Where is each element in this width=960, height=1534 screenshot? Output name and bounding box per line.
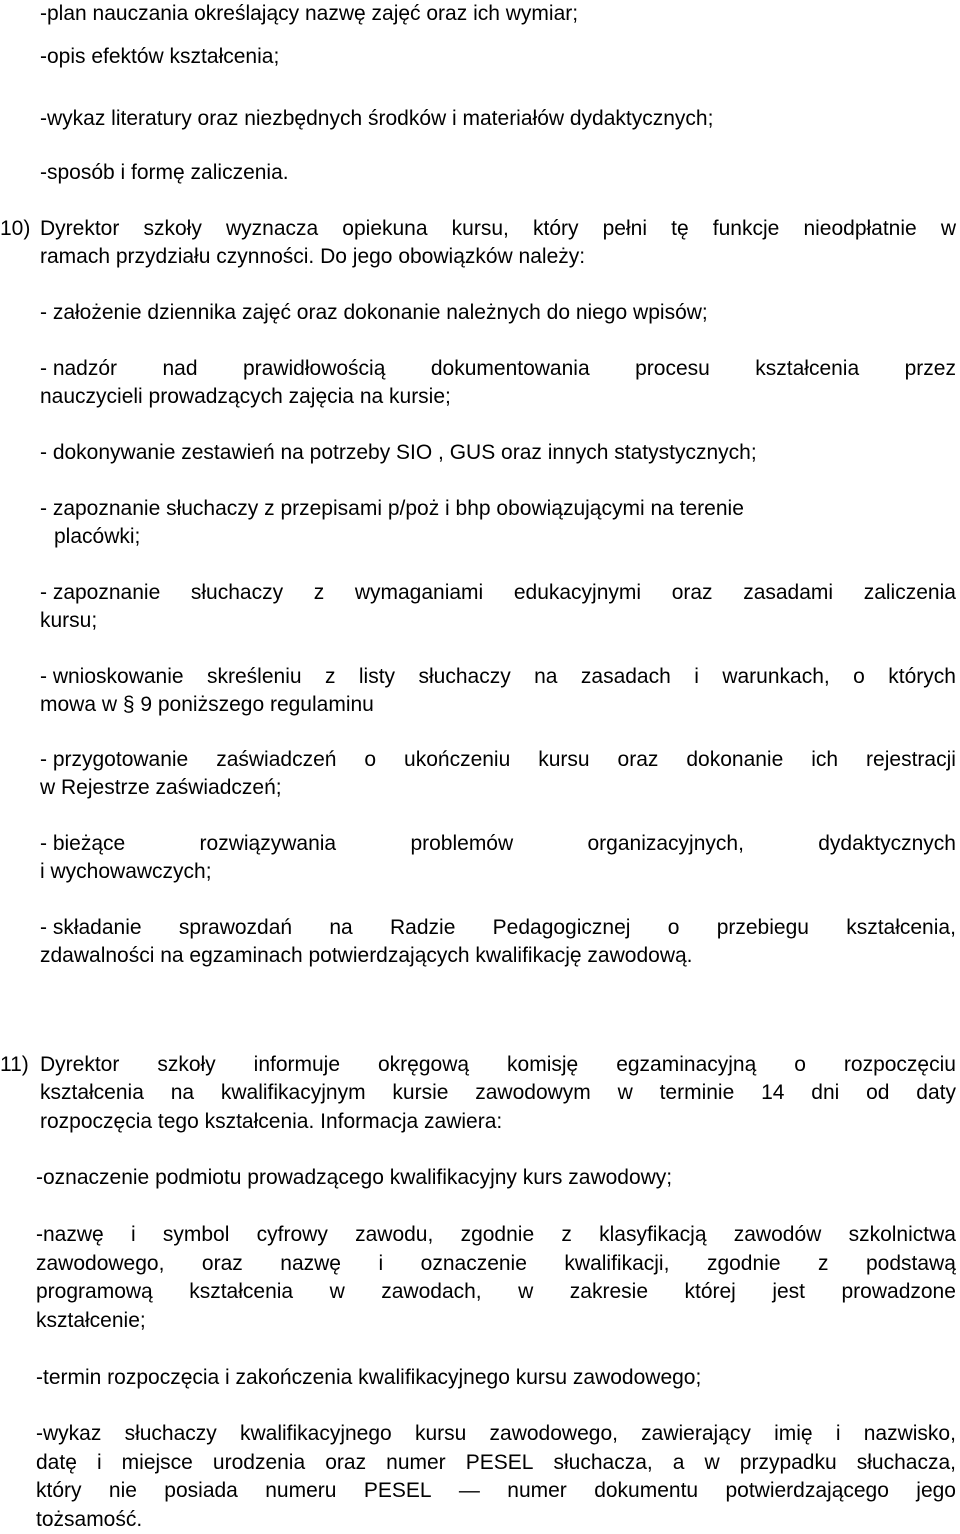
word: zgodnie [460,1223,535,1246]
intro-item: -sposób i formę zaliczenia. [40,161,289,184]
word: kwalifikacyjnym [220,1081,366,1104]
section-10-line-1 [40,215,956,243]
word: wymaganiami [354,581,484,604]
word: posiada [164,1479,238,1502]
word: prowadzone [841,1280,956,1303]
word: funkcje [712,217,780,240]
word: - składanie [40,916,142,939]
word: egzaminacyjną [616,1053,757,1076]
word: numeru [265,1479,337,1502]
section-10-line-2: ramach przydziału czynności. Do jego obowiązków należy: [40,245,586,268]
duty-line: - zapoznanie słuchaczy z przepisami p/poż i bhp obowiązującymi na terenie [40,497,744,520]
word: której [684,1280,736,1303]
word: PESEL [363,1479,432,1502]
duty-line: w Rejestrze zaświadczeń; [40,776,282,799]
word: z [818,1251,829,1275]
word: nad [162,357,198,380]
word: symbol [162,1223,230,1246]
word: w [329,1280,345,1303]
word: zawierający [641,1422,751,1445]
info-item-line [36,1420,956,1448]
word: z [313,581,325,604]
duty-line: - założenie dziennika zajęć oraz dokonanie należnych do niego wpisów; [40,301,708,324]
duty-line: zdawalności na egzaminach potwierdzających kwalifikację zawodową. [40,944,693,967]
word: klasyfikacją [599,1223,707,1246]
word: oraz [325,1450,367,1474]
word: edukacyjnymi [513,581,642,604]
word: zgodnie [706,1251,781,1275]
word: na [534,665,558,688]
word: o [364,748,377,771]
word: rozpoczęciu [843,1053,956,1076]
word: przebiegu [716,916,809,939]
word: zawodowym [475,1081,591,1104]
word: numer [386,1450,446,1474]
word: terminie [659,1081,735,1104]
duty-line [40,830,956,858]
word: rozwiązywania [199,832,337,855]
word: kwalifikacji, [564,1251,670,1275]
word: -wykaz [36,1422,102,1445]
word: komisję [507,1053,579,1076]
word: problemów [410,832,514,855]
word: i [378,1251,384,1275]
word: zakresie [569,1280,648,1303]
word: zaświadczeń [216,748,337,771]
info-item-line: -oznaczenie podmiotu prowadzącego kwalifikacyjny kurs zawodowy; [36,1166,673,1189]
word: z [561,1223,572,1246]
word: z [324,665,336,688]
word: zasadach [580,665,671,688]
word: w [617,1081,633,1104]
duty-line [40,914,956,942]
info-item-line [36,1278,956,1306]
word: PESEL [465,1450,534,1474]
word: nazwę [280,1251,341,1275]
word: nieodpłatnie [803,217,917,240]
duty-line [40,579,956,607]
section-11-line-1 [40,1051,956,1079]
intro-item: -plan nauczania określający nazwę zajęć oraz ich wymiar; [40,2,579,25]
word: zawodów [733,1223,822,1246]
word: rejestracji [866,748,956,771]
word: o [794,1053,806,1076]
word: i [96,1450,102,1474]
info-item-line [36,1477,956,1505]
word: od [866,1081,890,1104]
word: pełni [602,217,647,240]
word: zawodowego, [489,1422,618,1445]
intro-item: -opis efektów kształcenia; [40,45,280,68]
word: i [835,1422,841,1445]
word: skreśleniu [207,665,302,688]
word: zaliczenia [863,581,956,604]
word: procesu [635,357,710,380]
word: dokumentu [594,1479,699,1502]
word: na [329,916,353,939]
word: o [853,665,865,688]
word: słuchaczy [418,665,511,688]
word: słuchaczy [190,581,284,604]
word: daty [916,1081,956,1104]
word: o [667,916,680,939]
word: dydaktycznych [818,832,956,855]
word: i [130,1223,136,1246]
word: których [888,665,956,688]
word: oznaczenie [420,1251,527,1275]
word: — [458,1479,480,1502]
word: który [36,1479,82,1502]
duty-line [40,663,956,691]
word: sprawozdań [178,916,293,939]
word: jego [916,1479,956,1502]
word: ich [811,748,839,771]
word: zasadami [743,581,834,604]
word: prawidłowością [243,357,386,380]
word: - bieżące [40,832,126,855]
duty-line [40,746,956,774]
word: jest [772,1280,806,1303]
word: - przygotowanie [40,748,189,771]
word: podstawą [866,1251,956,1275]
word: miejsce [121,1450,193,1474]
word: 14 [761,1081,785,1104]
word: - nadzór [40,357,118,380]
word: Dyrektor [40,1053,120,1076]
word: kursu [538,748,590,771]
word: -nazwę [36,1223,104,1246]
word: na [170,1081,195,1104]
intro-item: -wykaz literatury oraz niezbędnych środków i materiałów dydaktycznych; [40,107,714,130]
info-item-line: tożsamość. [36,1507,143,1531]
duty-line: mowa w § 9 poniższego regulaminu [40,693,374,716]
word: imię [774,1422,813,1445]
word: oraz [671,581,713,604]
word: zawodach, [381,1280,482,1303]
section-11-number: 11) [0,1053,29,1076]
word: zawodu, [355,1223,434,1246]
word: nie [108,1479,137,1502]
info-item-line [36,1449,956,1477]
word: tę [671,217,689,240]
word: a [672,1450,685,1474]
word: który [532,217,579,240]
word: urodzenia [212,1450,306,1474]
word: słuchacza, [856,1450,956,1474]
word: Dyrektor [40,217,120,240]
section-11-line-3: rozpoczęcia tego kształcenia. Informacja zawiera: [40,1110,503,1133]
word: informuje [253,1053,341,1076]
word: ukończeniu [404,748,511,771]
word: dokonanie [686,748,784,771]
duty-line: placówki; [54,525,141,548]
word: kursie [392,1081,449,1104]
word: oraz [201,1251,243,1275]
duty-line: kursu; [40,609,98,632]
word: programową [36,1280,153,1303]
word: kursu [414,1422,467,1445]
word: organizacyjnych, [587,832,744,855]
duty-line [40,355,956,383]
word: w [518,1280,534,1303]
word: słuchacza, [553,1450,653,1474]
word: szkolnictwa [848,1223,956,1246]
info-item-line [36,1250,956,1278]
word: wyznacza [225,217,319,240]
word: oraz [617,748,659,771]
word: Pedagogicznej [492,916,631,939]
word: - wnioskowanie [40,665,184,688]
word: numer [507,1479,567,1502]
word: w [704,1450,720,1474]
word: kształcenia [189,1280,294,1303]
word: warunkach, [722,665,830,688]
word: szkoły [157,1053,216,1076]
word: nazwisko, [863,1422,956,1445]
word: opiekuna [342,217,428,240]
word: kursu, [451,217,509,240]
word: zawodowego, [36,1251,165,1275]
duty-line: - dokonywanie zestawień na potrzeby SIO , GUS oraz innych statystycznych; [40,441,757,464]
word: Radzie [390,916,456,939]
word: kształcenia, [846,916,956,939]
word: listy [358,665,396,688]
duty-line: nauczycieli prowadzących zajęcia na kursie; [40,385,451,408]
word: kształcenia [40,1081,144,1104]
section-11-line-2 [40,1079,956,1107]
word: dokumentowania [430,357,590,380]
info-item-line: kształcenie; [36,1308,146,1332]
word: przez [904,357,956,380]
info-item-line [36,1221,956,1249]
word: potwierdzającego [725,1479,889,1502]
word: cyfrowy [256,1223,328,1246]
info-item-line: -termin rozpoczęcia i zakończenia kwalifikacyjnego kursu zawodowego; [36,1366,702,1389]
word: dni [811,1081,840,1104]
word: datę [36,1450,77,1474]
word: przypadku [739,1450,837,1474]
word: - zapoznanie [40,581,161,604]
word: kwalifikacyjnego [239,1422,392,1445]
word: okręgową [378,1053,470,1076]
word: szkoły [143,217,202,240]
word: kształcenia [755,357,860,380]
duty-line: i wychowawczych; [40,860,212,883]
word: w [940,217,956,240]
section-10-number: 10) [0,217,31,240]
word: i [694,665,699,688]
word: słuchaczy [124,1422,217,1445]
